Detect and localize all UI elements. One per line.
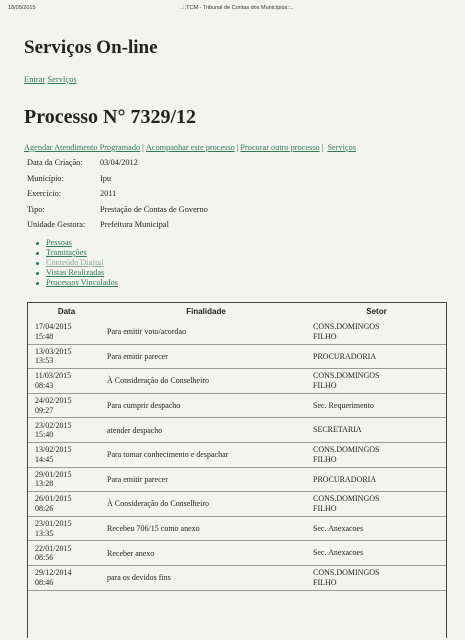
bullet-icon (36, 242, 39, 245)
bullet-icon (36, 282, 39, 285)
tab-pessoas (36, 238, 118, 248)
row-date: 23/01/2015 (35, 519, 72, 529)
cell-date (28, 345, 105, 370)
services-action-link[interactable]: Serviços (327, 143, 357, 152)
cell-finalidade: Para emitir parecer (105, 468, 307, 493)
cell-date (28, 320, 105, 345)
column-header-data: Data (57, 307, 76, 316)
cell-setor (307, 394, 446, 419)
info-value: Prefeitura Municipal (100, 220, 169, 230)
info-value: Prestação de Contas de Governo (100, 204, 208, 214)
cell-finalidade: À Consideração do Conselheiro (105, 369, 307, 394)
cell-finalidade: Receber anexo (105, 541, 307, 566)
cell-date (28, 394, 105, 419)
info-value: 2011 (100, 189, 117, 199)
tramitacoes-table-container (27, 302, 447, 638)
row-time: 14:45 (35, 454, 54, 464)
cell-finalidade: Para emitir parecer (105, 345, 307, 370)
column-header-setor: Setor (366, 307, 387, 316)
row-date: 13/03/2015 (35, 346, 72, 356)
services-link[interactable]: Serviços (47, 74, 77, 84)
setor-line: Sec. Anexacoes (313, 548, 364, 558)
row-time: 13:53 (35, 356, 54, 366)
table-row (28, 492, 446, 517)
table-row (28, 517, 446, 542)
setor-line: FILHO (313, 577, 337, 587)
info-row-municipality (27, 171, 208, 187)
setor-line: CONS.DOMINGOS (313, 568, 380, 578)
tab-pessoas-link[interactable]: Pessoas (46, 238, 72, 247)
setor-line: CONS.DOMINGOS (313, 494, 380, 504)
setor-line: FILHO (313, 380, 337, 390)
cell-finalidade: Recebeu 706/15 como anexo (105, 517, 307, 542)
cell-setor (307, 345, 446, 370)
cell-finalidade: Para emitir voto/acordao (105, 320, 307, 345)
row-date: 29/12/2014 (35, 568, 72, 578)
tramitacoes-table (28, 303, 446, 591)
info-row-managing-unit (27, 217, 208, 233)
table-row (28, 369, 446, 394)
row-date: 24/02/2015 (35, 396, 72, 406)
setor-line: PROCURADORIA (313, 351, 377, 361)
cell-finalidade: Para tomar conhecimento e despachar (105, 443, 307, 468)
table-row (28, 418, 446, 443)
cell-finalidade: Para cumprir despacho (105, 394, 307, 419)
tab-processos-vinculados (36, 278, 118, 288)
cell-setor (307, 418, 446, 443)
process-actions (24, 143, 356, 152)
setor-line: SECRETARIA (313, 425, 362, 435)
follow-process-link[interactable]: Acompanhar este processo (145, 143, 235, 152)
separator: | (321, 143, 324, 152)
cell-setor (307, 369, 446, 394)
cell-finalidade: para os devidos fins (105, 566, 307, 591)
cell-setor (307, 443, 446, 468)
cell-setor (307, 492, 446, 517)
cell-finalidade: atender despacho (105, 418, 307, 443)
table-row (28, 443, 446, 468)
setor-line: FILHO (313, 503, 337, 513)
tab-conteudo-digital (36, 258, 118, 268)
setor-line: FILHO (313, 331, 337, 341)
setor-line: CONS.DOMINGOS (313, 371, 380, 381)
table-row (28, 468, 446, 493)
info-value: Ipu (100, 173, 112, 183)
info-row-type (27, 202, 208, 218)
table-row (28, 394, 446, 419)
cell-date (28, 517, 105, 542)
info-row-creation-date (27, 155, 208, 171)
info-label: Exercício: (27, 189, 62, 199)
tab-processos-vinculados-link[interactable]: Processos Vinculados (46, 278, 118, 287)
cell-date (28, 492, 105, 517)
row-time: 08:56 (35, 553, 54, 563)
process-title: Processo N° 7329/12 (24, 106, 197, 128)
table-row (28, 345, 446, 370)
cell-setor (307, 517, 446, 542)
process-info (27, 155, 208, 233)
row-time: 13:35 (35, 528, 54, 538)
row-date: 29/01/2015 (35, 469, 72, 479)
bullet-icon (36, 272, 39, 275)
separator: | (142, 143, 144, 152)
search-process-link[interactable]: Procurar outro processo (240, 143, 320, 152)
row-date: 17/04/2015 (35, 322, 72, 332)
bullet-icon (36, 252, 39, 255)
cell-finalidade: À Consideração do Conselheiro (105, 492, 307, 517)
info-label: Tipo: (27, 204, 45, 214)
setor-line: CONS.DOMINGOS (313, 322, 380, 332)
setor-line: Sec. Anexacoes (313, 523, 364, 533)
setor-line: CONS.DOMINGOS (313, 445, 380, 455)
login-link[interactable]: Entrar (24, 74, 46, 84)
top-nav (24, 74, 77, 84)
info-row-fiscal-year (27, 186, 208, 202)
cell-date (28, 566, 105, 591)
tab-vistas-realizadas-link[interactable]: Vistas Realizadas (46, 268, 105, 277)
cell-setor (307, 566, 446, 591)
info-label: Data da Criação: (27, 158, 83, 168)
row-time: 13:28 (35, 479, 54, 489)
info-label: Município: (27, 173, 64, 183)
tab-conteudo-digital-link[interactable]: Conteúdo Digital (46, 258, 104, 267)
cell-setor (307, 320, 446, 345)
row-time: 15:40 (35, 430, 54, 440)
print-header (0, 0, 465, 14)
info-value: 03/04/2012 (100, 158, 138, 168)
separator: | (236, 143, 239, 152)
column-header-finalidade: Finalidade (186, 307, 226, 316)
setor-line: PROCURADORIA (313, 474, 377, 484)
process-tabs (36, 238, 118, 288)
cell-setor (307, 468, 446, 493)
cell-date (28, 443, 105, 468)
row-time: 15:48 (35, 331, 54, 341)
setor-line: Sec. Requerimento (313, 400, 374, 410)
table-row (28, 320, 446, 345)
table-header-row (28, 303, 446, 320)
row-date: 26/01/2015 (35, 494, 72, 504)
row-time: 09:27 (35, 405, 54, 415)
cell-date (28, 369, 105, 394)
tab-tramitacoes-link[interactable]: Tramitações (46, 248, 87, 257)
schedule-appointment-link[interactable]: Agendar Atendimento Programado (24, 143, 141, 152)
row-time: 08:26 (35, 503, 54, 513)
row-time: 08:46 (35, 577, 54, 587)
print-date: 18/05/2015 (8, 5, 36, 11)
cell-date (28, 418, 105, 443)
cell-setor (307, 541, 446, 566)
table-row (28, 566, 446, 591)
cell-date (28, 541, 105, 566)
info-label: Unidade Gestora: (27, 220, 86, 230)
page-title: Serviços On-line (24, 37, 158, 58)
tab-vistas-realizadas (36, 268, 118, 278)
row-date: 23/02/2015 (35, 420, 72, 430)
row-date: 13/02/2015 (35, 445, 72, 455)
bullet-icon (36, 262, 39, 265)
row-date: 22/01/2015 (35, 543, 72, 553)
tab-tramitacoes (36, 248, 118, 258)
row-time: 08:43 (35, 380, 54, 390)
cell-date (28, 468, 105, 493)
setor-line: FILHO (313, 454, 337, 464)
row-date: 11/03/2015 (35, 371, 72, 381)
print-title: ..::TCM - Tribunal de Contas dos Municípios::.. (180, 5, 294, 11)
table-row (28, 541, 446, 566)
table-body (28, 320, 446, 591)
